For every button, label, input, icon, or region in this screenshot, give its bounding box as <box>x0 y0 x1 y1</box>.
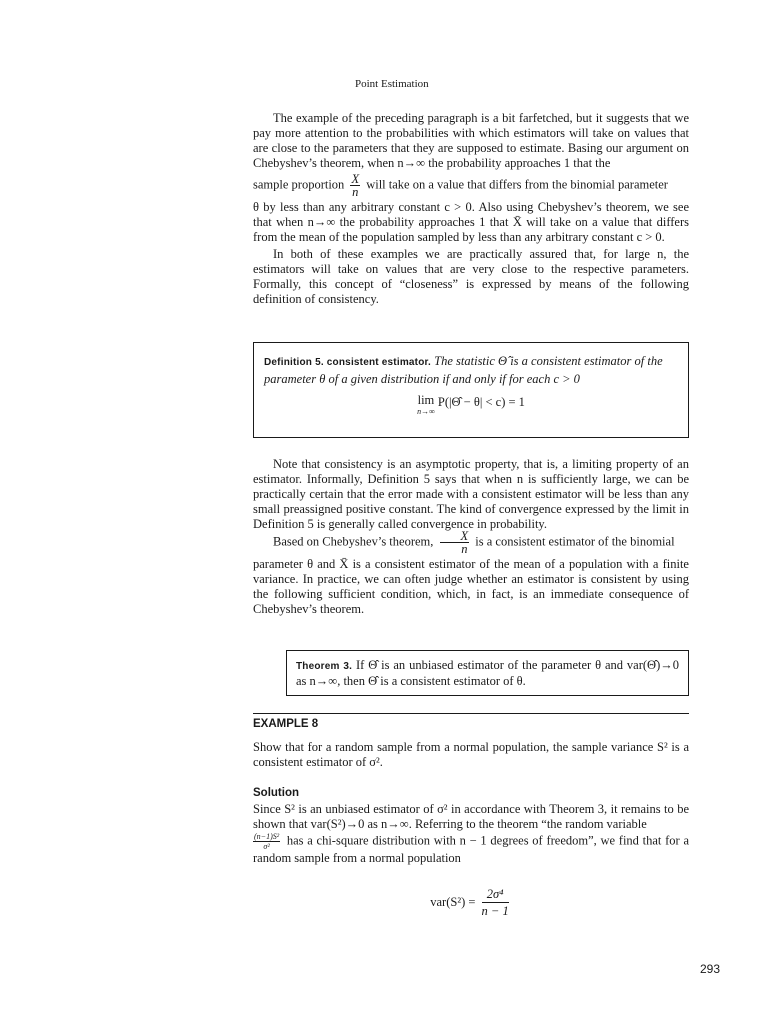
fraction-numerator: (n−1)S² <box>254 832 280 841</box>
paragraph-1 <box>253 111 689 245</box>
fraction-numerator: X <box>351 172 360 186</box>
paragraph-2 <box>253 247 689 307</box>
theorem-body <box>287 651 688 689</box>
theorem-text: If Θ̂ is an unbiased estimator of the parameter θ and var(Θ̂)→0 as n→∞, then Θ̂ is a consistent estimator of θ. <box>296 658 679 688</box>
theorem-box <box>286 650 689 696</box>
definition-equation <box>254 395 688 417</box>
fraction-denominator: σ² <box>263 842 270 851</box>
paragraph-2-text: In both of these examples we are practically assured that, for large n, the estimators will take on values that are very close to the respective parameters. Formally, this concept of “closeness” is expressed by means of the following definition of consistency. <box>253 247 689 306</box>
paragraph-4-text: parameter θ and X̄ is a consistent estimator of the mean of a population with a finite variance. In practice, we can often judge whether an estimator is consistent by using the following sufficient condition, which, in fact, is an immediate consequence of Chebyshev’s theorem. <box>253 557 689 616</box>
x-over-n-fraction <box>350 173 360 198</box>
consistent-binomial-text: is a consistent estimator of the binomial <box>475 534 675 549</box>
fraction-denominator: n <box>461 542 468 556</box>
fraction-denominator: n − 1 <box>481 904 509 918</box>
sample-proportion-text: sample proportion <box>253 177 345 192</box>
differs-text: will take on a value that differs from the binomial parameter <box>366 177 668 192</box>
solution-body <box>253 802 689 866</box>
limit-operator: lim <box>417 393 435 407</box>
definition-box <box>253 342 689 438</box>
solution-line-2 <box>253 832 689 866</box>
chi-square-fraction <box>253 832 280 851</box>
paragraph-1-text-a: The example of the preceding paragraph is a bit farfetched, but it suggests that we pay more attention to the probabilities with which estimators will take on values that are close to the parameters that they are supposed to estimate. Basing our argument on Chebyshev’s theorem, when n→∞ the probability approaches 1 that the <box>253 111 689 170</box>
paragraph-4-line1 <box>253 530 689 555</box>
limit-subscript: n→∞ <box>417 407 435 416</box>
variance-equation <box>253 886 689 919</box>
theorem-label: Theorem 3. <box>296 661 353 672</box>
example-body <box>253 740 689 770</box>
x-over-n-fraction-2 <box>440 530 470 555</box>
definition-label: Definition 5. consistent estimator. <box>264 357 432 368</box>
paragraph-3-text: Note that consistency is an asymptotic property, that is, a limiting property of an estimator. Informally, Definition 5 says that when n is sufficiently large, we can be practically certain that the error made with a consistent estimator will be less than any small preassigned positive constant. The kind of convergence expressed by the limit in Definition 5 is generally called convergence in probability. <box>253 457 689 531</box>
definition-probability: P(|Θ̂ − θ| < c) = 1 <box>437 395 525 409</box>
paragraph-4 <box>253 530 689 617</box>
fraction-numerator: X <box>440 530 470 543</box>
fraction-numerator: 2σ⁴ <box>482 886 509 903</box>
variance-fraction <box>482 886 509 919</box>
example-heading: EXAMPLE 8 <box>253 718 319 730</box>
chi-square-text: has a chi-square distribution with n − 1 degrees of freedom”, we find that for a random sample from a normal population <box>253 833 689 865</box>
example-rule <box>253 713 689 714</box>
solution-line-1: Since S² is an unbiased estimator of σ² in accordance with Theorem 3, it remains to be shown that var(S²)→0 as n→∞. Referring to the theorem “the random variable <box>253 802 689 831</box>
page-number: 293 <box>700 962 721 976</box>
definition-text: The statistic Θ̂ is a consistent estimator of the parameter θ of a given distribution if and only if for each c > 0 <box>264 354 663 386</box>
paragraph-1-text-c: θ by less than any arbitrary constant c > 0. Also using Chebyshev’s theorem, we see that when n→∞ the probability approaches 1 that X̄ will take on a value that differs from the mean of the population sampled by less than any arbitrary constant c > 0. <box>253 200 689 244</box>
variance-lhs: var(S²) = <box>430 895 476 909</box>
fraction-denominator: n <box>352 185 359 199</box>
paragraph-3 <box>253 457 689 532</box>
running-head: Point Estimation <box>355 78 429 90</box>
example-text: Show that for a random sample from a normal population, the sample variance S² is a consistent estimator of σ². <box>253 740 689 769</box>
solution-heading: Solution <box>253 787 299 799</box>
paragraph-1-text-b <box>253 173 689 198</box>
chebyshev-text: Based on Chebyshev’s theorem, <box>273 534 434 549</box>
